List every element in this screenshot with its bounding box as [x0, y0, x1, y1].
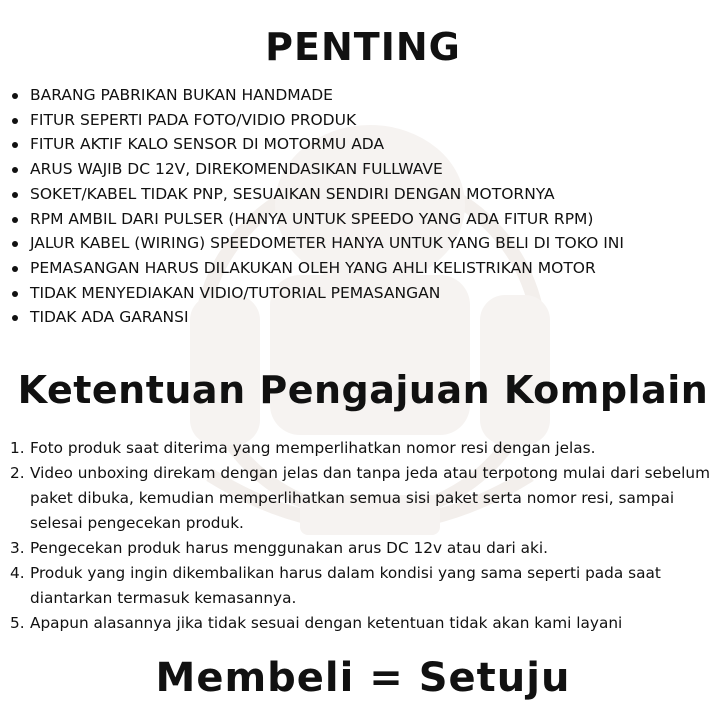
komplain-item: [0, 611, 726, 636]
penting-item: BARANG PABRIKAN BUKAN HANDMADE: [0, 83, 624, 108]
komplain-item: [0, 536, 726, 561]
penting-item: RPM AMBIL DARI PULSER (HANYA UNTUK SPEEDO YANG ADA FITUR RPM): [0, 207, 624, 232]
komplain-item-text: Video unboxing direkam dengan jelas dan tanpa jeda atau terpotong mulai dari sebelum paket dibuka, kemudian memperlihatkan semua sisi paket serta nomor resi, sampai selesai pengecekan produk.: [30, 464, 711, 532]
penting-list: [0, 83, 624, 330]
komplain-item-text: Produk yang ingin dikembalikan harus dalam kondisi yang sama seperti pada saat diantarkan termasuk kemasannya.: [30, 564, 661, 607]
penting-item: SOKET/KABEL TIDAK PNP, SESUAIKAN SENDIRI DENGAN MOTORNYA: [0, 182, 624, 207]
komplain-item: [0, 561, 726, 611]
komplain-item: [0, 461, 726, 536]
komplain-item-text: Apapun alasannya jika tidak sesuai dengan ketentuan tidak akan kami layani: [30, 614, 623, 632]
komplain-list: [0, 436, 726, 636]
penting-item: TIDAK MENYEDIAKAN VIDIO/TUTORIAL PEMASANGAN: [0, 281, 624, 306]
penting-item: TIDAK ADA GARANSI: [0, 305, 624, 330]
penting-title: PENTING: [265, 25, 461, 69]
penting-item: JALUR KABEL (WIRING) SPEEDOMETER HANYA UNTUK YANG BELI DI TOKO INI: [0, 231, 624, 256]
komplain-item-number: 1.: [10, 439, 25, 457]
komplain-item: [0, 436, 726, 461]
penting-item: ARUS WAJIB DC 12V, DIREKOMENDASIKAN FULLWAVE: [0, 157, 624, 182]
penting-item: PEMASANGAN HARUS DILAKUKAN OLEH YANG AHLI KELISTRIKAN MOTOR: [0, 256, 624, 281]
komplain-item-number: 2.: [10, 464, 25, 482]
komplain-item-number: 4.: [10, 564, 25, 582]
membeli-setuju-slogan: Membeli = Setuju: [155, 655, 571, 701]
komplain-title: Ketentuan Pengajuan Komplain: [17, 368, 709, 412]
penting-item: FITUR AKTIF KALO SENSOR DI MOTORMU ADA: [0, 132, 624, 157]
penting-item: FITUR SEPERTI PADA FOTO/VIDIO PRODUK: [0, 108, 624, 133]
komplain-item-number: 5.: [10, 614, 25, 632]
komplain-item-text: Foto produk saat diterima yang memperlihatkan nomor resi dengan jelas.: [30, 439, 596, 457]
komplain-item-text: Pengecekan produk harus menggunakan arus DC 12v atau dari aki.: [30, 539, 549, 557]
komplain-item-number: 3.: [10, 539, 25, 557]
